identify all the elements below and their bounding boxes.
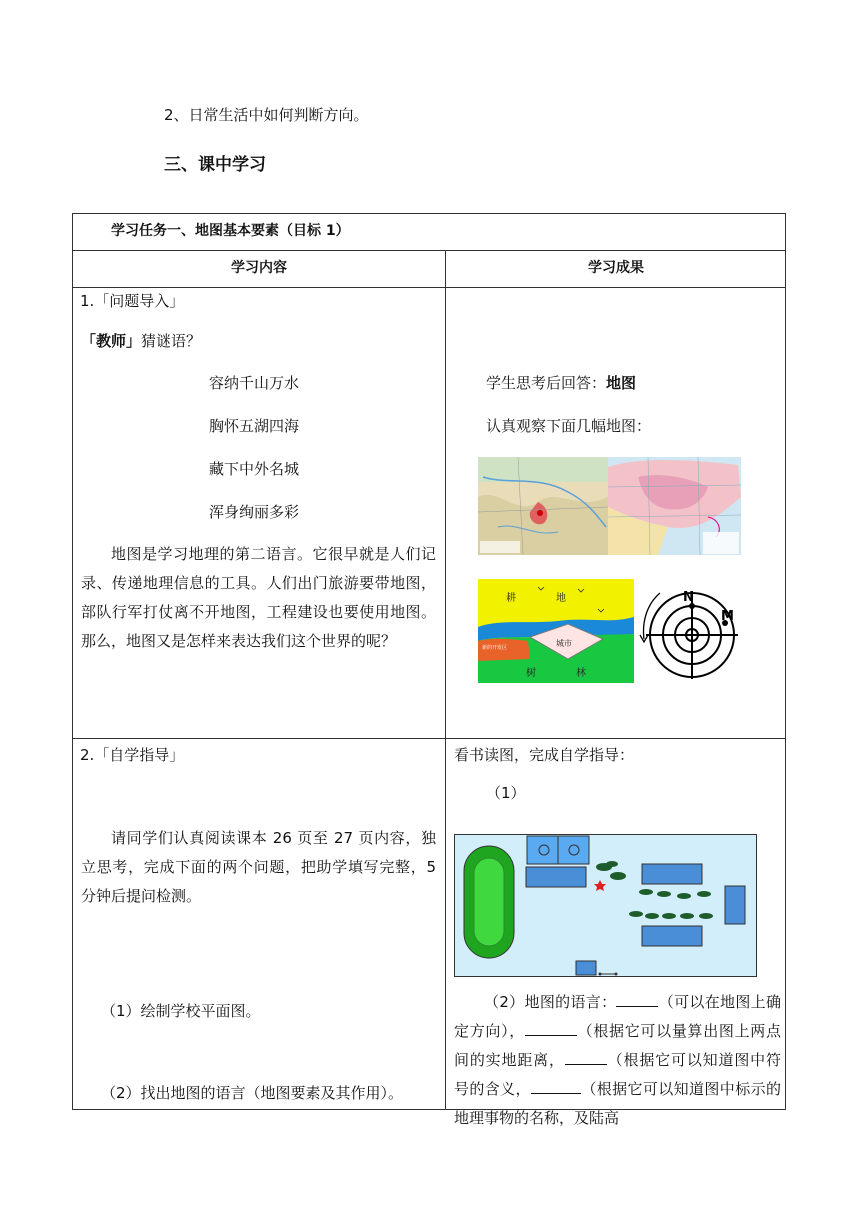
map-label-dev-zone: 新的开发区	[482, 645, 508, 651]
table-rule	[73, 287, 785, 288]
school-plan-image	[454, 834, 757, 977]
preface-item-2: 2、日常生活中如何判断方向。	[164, 106, 369, 124]
map-label-farmland2: 地	[556, 593, 566, 604]
teacher-tag: 「教师」	[81, 332, 142, 350]
answer-bold: 地图	[606, 374, 637, 392]
table-rule	[73, 250, 785, 251]
map-label-forest: 树	[526, 668, 536, 679]
task-title: 学习任务一、地图基本要素（目标 1）	[111, 223, 350, 239]
section-heading: 三、课中学习	[164, 155, 266, 175]
direction-diagram-image	[638, 579, 743, 683]
q2-part-4: （根据它可以知道图中符号的含义，	[454, 1051, 781, 1098]
column-header-result: 学习成果	[588, 260, 644, 276]
row2-heading: 2.「自学指导」	[80, 746, 185, 764]
q2-part-2: （可以在地图上确定方向），	[454, 993, 781, 1040]
riddle-line: 藏下中外名城	[209, 460, 300, 478]
observe-text: 认真观察下面几幅地图：	[486, 417, 652, 435]
riddle-line: 浑身绚丽多彩	[209, 503, 300, 521]
column-header-content: 学习内容	[231, 260, 287, 276]
task-2: （2）找出地图的语言（地图要素及其作用）。	[101, 1084, 404, 1102]
q2-part-1: （2）地图的语言：	[484, 993, 617, 1011]
right-intro: 看书读图，完成自学指导：	[454, 746, 635, 764]
riddle-line: 容纳千山万水	[209, 374, 300, 392]
map-label-forest2: 林	[576, 668, 586, 679]
teacher-line	[81, 334, 201, 349]
table-column-divider	[445, 250, 446, 1109]
country-map-image	[608, 457, 741, 555]
map-label-farmland: 耕	[506, 593, 516, 604]
answer-prefix: 学生思考后回答：	[486, 374, 607, 392]
answer-blank-legend[interactable]	[565, 1052, 607, 1065]
right-num-1: （1）	[486, 784, 526, 802]
intro-paragraph: 地图是学习地理的第二语言。它很早就是人们记录、传递地理信息的工具。人们出门旅游要带地图，部队行军打仗离不开地图，工程建设也要使用地图。那么，地图又是怎样来表达我们这个世界的呢？	[81, 545, 436, 650]
plan-sketch-image	[478, 579, 634, 683]
teacher-text: 猜谜语？	[141, 332, 202, 350]
map-language-question	[454, 988, 781, 1133]
q2-part-5: （根据它可以知道图中标示的地理事物的名称，及陆高	[454, 1080, 781, 1127]
student-answer	[486, 376, 636, 391]
table-rule	[73, 738, 785, 739]
map-label-city: 城市	[556, 639, 572, 648]
regional-map-image	[478, 457, 608, 555]
task-1: （1）绘制学校平面图。	[101, 1002, 261, 1020]
riddle-line: 胸怀五湖四海	[209, 417, 300, 435]
point-m-label: M	[721, 609, 734, 624]
self-study-instructions: 请同学们认真阅读课本 26 页至 27 页内容，独立思考，完成下面的两个问题，把助学填写完整，5 分钟后提问检测。	[81, 829, 436, 905]
north-label: N	[683, 590, 694, 605]
answer-blank-annotation[interactable]	[531, 1081, 581, 1094]
answer-blank-direction[interactable]	[616, 994, 658, 1007]
answer-blank-scale[interactable]	[525, 1023, 577, 1036]
row1-heading: 1.「问题导入」	[80, 292, 185, 310]
q2-part-3: （根据它可以量算出图上两点间的实地距离，	[454, 1022, 781, 1069]
task-table	[72, 213, 786, 1127]
